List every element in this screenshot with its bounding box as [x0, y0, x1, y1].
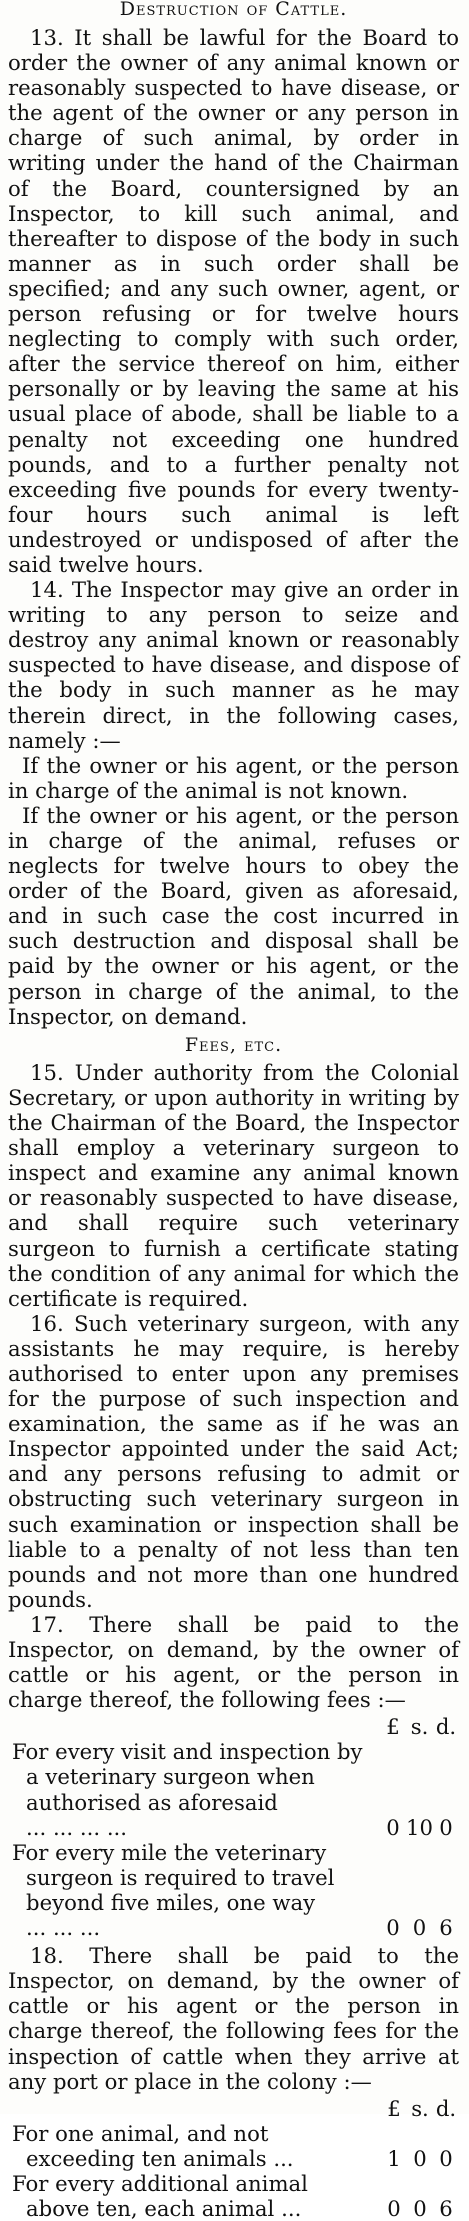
fee-shillings: 10: [406, 1814, 433, 1840]
clause-14-case-1: If the owner or his agent, or the person in charge of the animal is not known.: [8, 752, 459, 803]
pounds-header: £: [386, 1714, 400, 1740]
pence-header: d.: [435, 1714, 457, 1740]
dot-leader: ... ... ... ...: [26, 1814, 128, 1840]
fee-pence: 0: [439, 1814, 453, 1840]
section-heading: Destruction of Cattle.: [119, 0, 348, 20]
fee-schedule-header: [8, 2096, 459, 2121]
fee-pence: 0: [439, 2145, 453, 2171]
fee-row: [8, 1739, 459, 1839]
clause-16: 16. Such veterinary surgeon, with any assistants he may require, is hereby authorised to enter upon any premises for the purpose of such inspection and examination, the same as if he was an Inspector appointed under the said Act; and any persons refusing to admit or obstructing such veterinary surgeon in such examination or inspection shall be liable to a penalty of not less than ten pounds and not more than one hundred pounds.: [8, 1310, 459, 1612]
shillings-header: s.: [410, 1714, 429, 1740]
dot-leader: ... ... ...: [26, 1915, 101, 1941]
pence-header: d.: [435, 2095, 457, 2121]
dot-leader: ...: [273, 2145, 294, 2171]
fee-label: For one animal, and not exceeding ten animals: [12, 2120, 269, 2171]
fee-pounds: 1: [387, 2145, 401, 2171]
clause-13: 13. It shall be lawful for the Board to order the owner of any animal known or reasonably suspected to have disease, or the agent of the owner or any person in charge of such animal, by order in writing under the hand of the Chairman of the Board, countersigned by an Inspector, to kill such animal, and thereafter to dispose of the body in such manner as in such order shall be specified; and any such owner, agent, or person refusing or for twelve hours neglecting to comply with such order, after the service thereof on him, either personally or by leaving the same at his usual place of abode, shall be liable to a penalty not exceeding one hundred pounds, and to a further penalty not exceeding five pounds for every twenty-four hours such animal is left undestroyed or undisposed of after the said twelve hours.: [8, 25, 459, 577]
clause-15: 15. Under authority from the Colonial Secretary, or upon authority in writing by the Chairman of the Board, the Inspector shall employ a veterinary surgeon to inspect and examine any animal known or reasonably suspected to have disease, and shall require such veterinary surgeon to furnish a certificate stating the condition of any animal for which the certificate is required.: [8, 1059, 459, 1311]
dot-leader: ...: [281, 2196, 302, 2221]
fee-pounds: 0: [386, 1915, 400, 1941]
pounds-header: £: [387, 2095, 401, 2121]
fee-schedule-header: [8, 1714, 459, 1739]
fees-subheading: Fees, etc.: [184, 1033, 283, 1056]
clause-14-case-2: If the owner or his agent, or the person in charge of the animal, refuses or neglects for twelve hours to obey the order of the Board, given as aforesaid, and in such case the cost incurred in such destruction and disposal shall be paid by the owner or his agent, or the person in charge of the animal, to the Inspector, on demand.: [8, 802, 459, 1029]
regulations-column: [8, 0, 459, 2221]
fee-pence: 6: [439, 2196, 453, 2221]
fee-row: [8, 1840, 459, 1940]
clause-14: 14. The Inspector may give an order in writing to any person to seize and destroy any animal known or reasonably suspected to have disease, and dispose of the body in such manner as he may therein direct, in the following cases, namely :—: [8, 577, 459, 753]
fee-row: [8, 2171, 459, 2221]
shillings-header: s.: [411, 2095, 429, 2121]
fee-shillings: 0: [412, 1915, 427, 1941]
fee-pence: 6: [439, 1915, 453, 1941]
fee-shillings: 0: [413, 2196, 427, 2221]
fee-pounds: 0: [387, 2196, 401, 2221]
fee-label: For every mile the veterinary surgeon is required to travel beyond five miles, one way: [12, 1839, 335, 1915]
fee-schedule-18: [8, 2096, 459, 2221]
fee-label: For every additional animal above ten, each animal: [12, 2170, 308, 2221]
clause-18: 18. There shall be paid to the Inspector, on demand, by the owner of cattle or his agent or the person in charge thereof, the following fees for the inspection of cattle when they arrive at any port or place in the colony :—: [8, 1943, 459, 2094]
fee-row: [8, 2121, 459, 2171]
fee-label: For every visit and inspection by a veterinary surgeon when authorised as aforesaid: [12, 1739, 363, 1815]
fee-schedule-17: [8, 1714, 459, 1940]
clause-17: 17. There shall be paid to the Inspector, on demand, by the owner of cattle or his agent, or the person in charge thereof, the following fees :—: [8, 1611, 459, 1713]
fee-pounds: 0: [386, 1814, 400, 1840]
fee-shillings: 0: [413, 2145, 427, 2171]
